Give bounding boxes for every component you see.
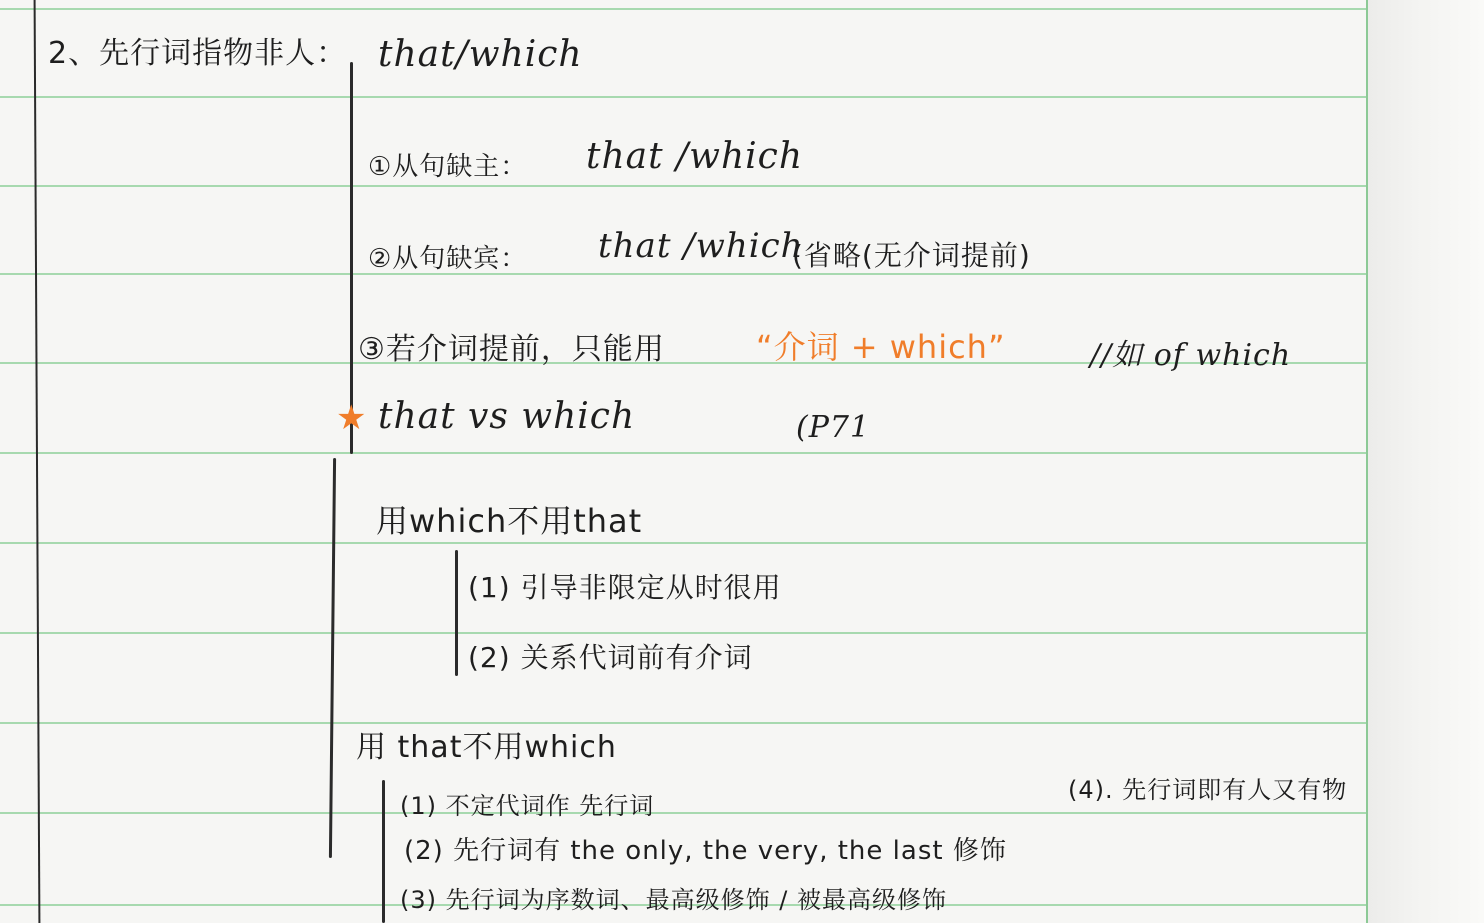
that-only-title: 用 that不用which	[356, 730, 617, 765]
ruled-line	[0, 185, 1368, 187]
ruled-line	[0, 452, 1368, 454]
page-right-border	[1366, 0, 1368, 923]
that-only-bracket	[382, 780, 385, 923]
rule3-highlight: “介词 + which”	[756, 328, 1006, 366]
rule3-example: //如 of which	[1090, 338, 1292, 373]
ruled-line	[0, 632, 1368, 634]
which-only-item-2: (2) 关系代词前有介词	[468, 641, 753, 674]
comparison-title: that vs which	[378, 396, 636, 437]
page-edge-shadow	[1368, 0, 1484, 923]
comparison-page-ref: (P71	[796, 410, 871, 445]
ruled-line	[0, 812, 1368, 814]
rule2-value: that /which	[598, 226, 804, 266]
star-icon: ★	[336, 398, 368, 438]
that-only-item-3: (3) 先行词为序数词、最高级修饰 / 被最高级修饰	[400, 886, 947, 914]
ruled-line	[0, 8, 1368, 10]
section-heading: 2、先行词指物非人：	[48, 36, 348, 71]
which-only-title: 用which不用that	[376, 502, 643, 540]
main-bracket	[350, 62, 353, 454]
margin-line	[34, 0, 41, 923]
rule3-label: ③若介词提前，只能用	[358, 332, 665, 367]
rule2-label: ②从句缺宾：	[368, 244, 528, 274]
heading-answer: that/which	[378, 34, 583, 75]
ruled-line	[0, 96, 1368, 98]
that-only-item-4: (4). 先行词即有人又有物	[1068, 776, 1348, 804]
which-only-item-1: (1) 引导非限定从时很用	[468, 571, 782, 604]
ruled-line	[0, 273, 1368, 275]
ruled-line	[0, 542, 1368, 544]
rule1-label: ①从句缺主：	[368, 152, 528, 182]
rule2-remark: (省略(无介词提前)	[792, 239, 1031, 272]
that-only-item-2: (2) 先行词有 the only, the very, the last 修饰	[404, 836, 1007, 866]
which-only-bracket	[455, 550, 458, 676]
rule1-value: that /which	[586, 136, 804, 177]
comparison-bracket	[329, 458, 336, 858]
that-only-item-1: (1) 不定代词作 先行词	[400, 792, 655, 820]
ruled-line	[0, 722, 1368, 724]
